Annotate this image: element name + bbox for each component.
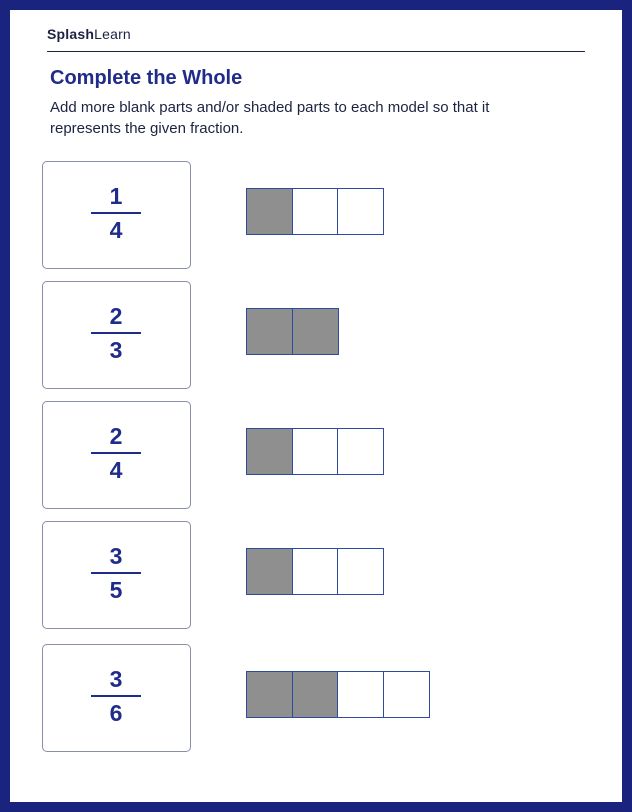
shaded-part[interactable] — [246, 188, 293, 235]
denominator: 6 — [109, 700, 123, 726]
shaded-part[interactable] — [292, 308, 339, 355]
numerator: 3 — [109, 543, 123, 569]
fraction-bar — [91, 452, 141, 454]
brand-name-light: Learn — [94, 26, 131, 42]
fraction-card — [42, 161, 191, 269]
brand-logo — [47, 26, 131, 42]
fraction-bar — [91, 332, 141, 334]
blank-part[interactable] — [337, 548, 384, 595]
shaded-part[interactable] — [246, 428, 293, 475]
blank-part[interactable] — [292, 188, 339, 235]
fraction — [91, 302, 141, 364]
fraction-model[interactable] — [246, 188, 383, 235]
numerator: 2 — [109, 303, 123, 329]
fraction-card — [42, 401, 191, 509]
blank-part[interactable] — [337, 671, 384, 718]
blank-part[interactable] — [292, 548, 339, 595]
denominator: 3 — [109, 337, 123, 363]
fraction — [91, 665, 141, 727]
worksheet-page — [10, 10, 622, 802]
fraction-model[interactable] — [246, 308, 337, 355]
numerator: 2 — [109, 423, 123, 449]
shaded-part[interactable] — [246, 548, 293, 595]
fraction-bar — [91, 572, 141, 574]
denominator: 4 — [109, 457, 123, 483]
problem-row-2 — [42, 281, 602, 389]
fraction-model[interactable] — [246, 428, 383, 475]
fraction-card — [42, 281, 191, 389]
shaded-part[interactable] — [292, 671, 339, 718]
fraction — [91, 542, 141, 604]
fraction-model[interactable] — [246, 548, 383, 595]
numerator: 3 — [109, 666, 123, 692]
fraction-bar — [91, 212, 141, 214]
problem-row-4 — [42, 521, 602, 629]
brand-name-bold: Splash — [47, 26, 95, 42]
fraction-bar — [91, 695, 141, 697]
blank-part[interactable] — [383, 671, 430, 718]
denominator: 5 — [109, 577, 123, 603]
denominator: 4 — [109, 217, 123, 243]
fraction — [91, 422, 141, 484]
fraction-card — [42, 644, 191, 752]
blank-part[interactable] — [337, 188, 384, 235]
blank-part[interactable] — [337, 428, 384, 475]
fraction-card — [42, 521, 191, 629]
shaded-part[interactable] — [246, 308, 293, 355]
header-divider — [47, 51, 585, 52]
blank-part[interactable] — [292, 428, 339, 475]
problem-row-1 — [42, 161, 602, 269]
instructions-text: Add more blank parts and/or shaded parts to each model so that it represents the given fraction. — [50, 99, 490, 137]
problem-row-5 — [42, 644, 602, 752]
problem-row-3 — [42, 401, 602, 509]
fraction-model[interactable] — [246, 671, 428, 718]
numerator: 1 — [109, 183, 123, 209]
worksheet-title: Complete the Whole — [50, 67, 243, 89]
fraction — [91, 182, 141, 244]
shaded-part[interactable] — [246, 671, 293, 718]
